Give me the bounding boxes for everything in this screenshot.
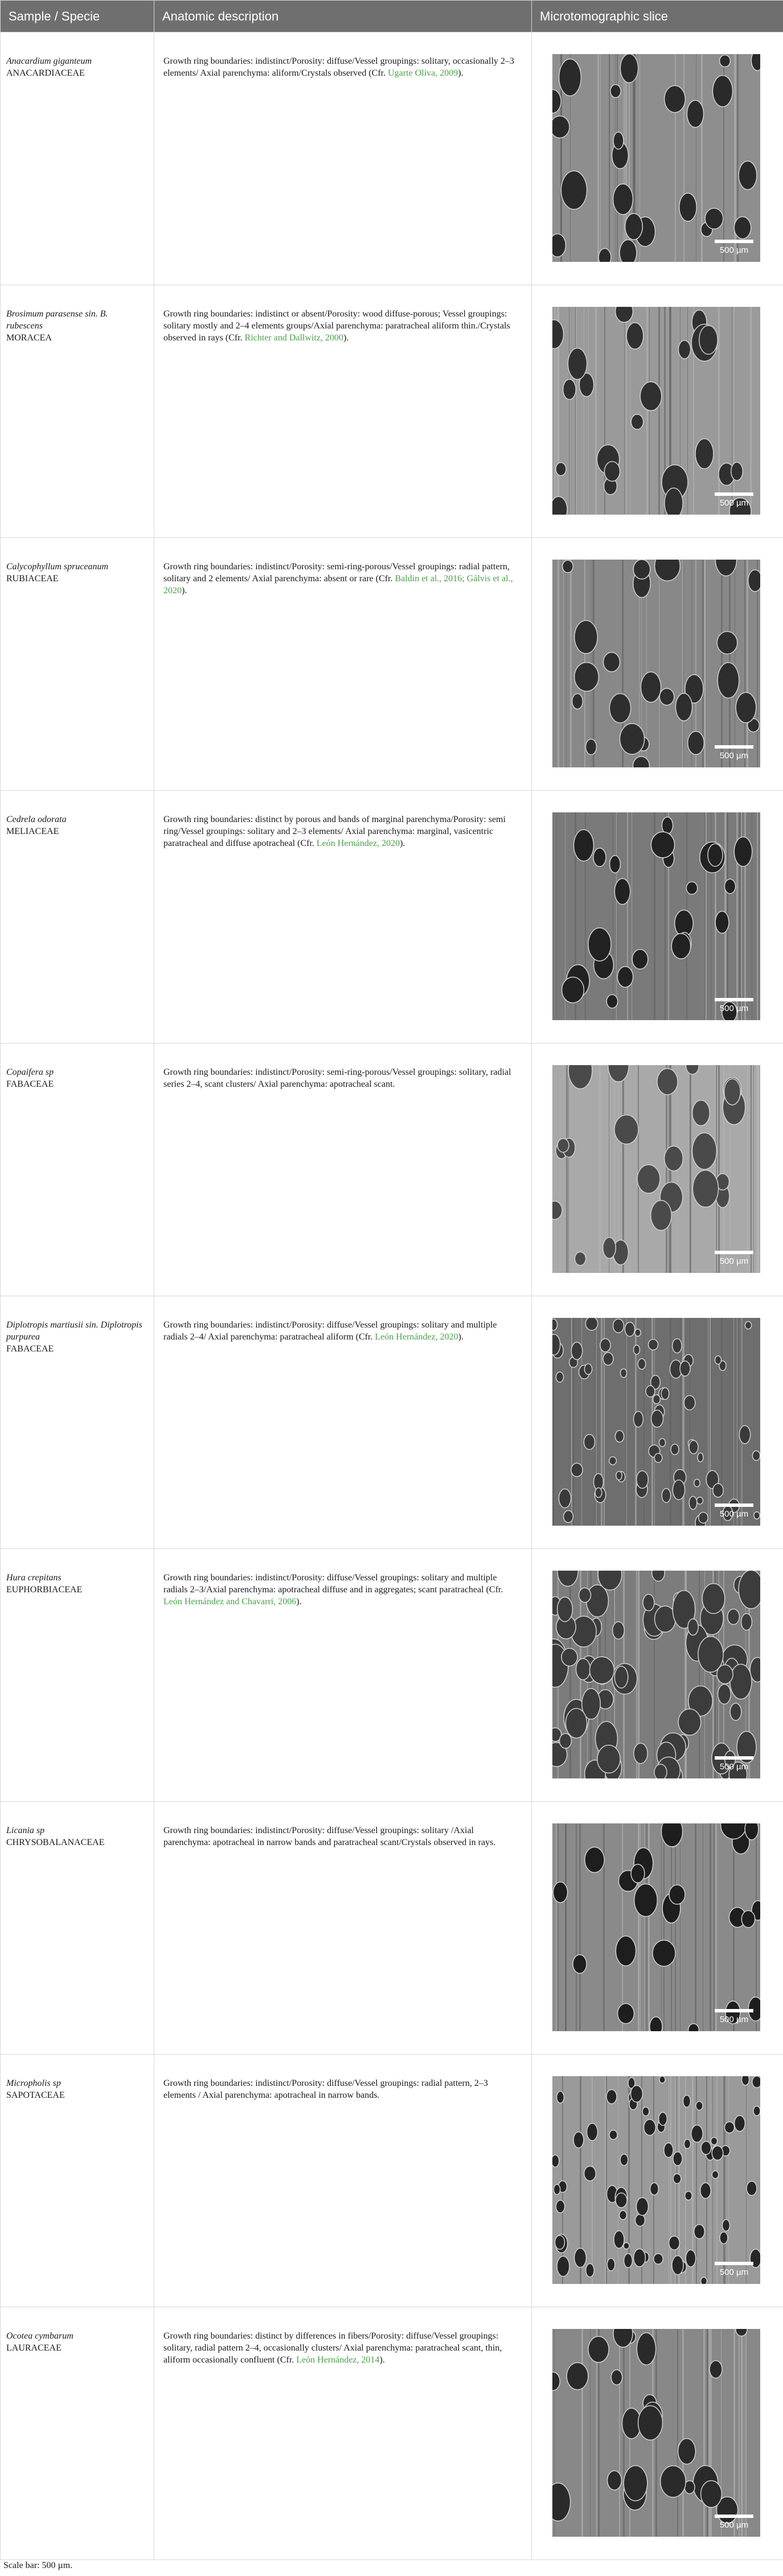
microtomographic-slice-image bbox=[552, 1571, 760, 1778]
slice-texture bbox=[552, 1823, 760, 2031]
scale-bar-label: 500 µm bbox=[719, 245, 749, 255]
description-end: ). bbox=[400, 839, 405, 848]
family-name: EUPHORBIACEAE bbox=[6, 1585, 83, 1595]
sample-cell bbox=[1, 791, 154, 1043]
scale-bar-line bbox=[715, 1251, 753, 1254]
scale-bar-label: 500 µm bbox=[719, 2015, 749, 2024]
scale-bar bbox=[715, 492, 753, 509]
scale-bar-label: 500 µm bbox=[719, 751, 749, 761]
table-row bbox=[1, 538, 783, 791]
scale-bar bbox=[715, 745, 753, 762]
species-name: Anacardium giganteum bbox=[6, 56, 92, 66]
scale-bar bbox=[715, 998, 753, 1014]
scale-bar-line bbox=[715, 1756, 753, 1760]
microtomographic-slice-image bbox=[552, 2329, 760, 2537]
description-end: ). bbox=[458, 1332, 464, 1342]
description-end: ). bbox=[182, 586, 187, 595]
sample-cell bbox=[1, 2307, 154, 2560]
scale-bar-label: 500 µm bbox=[719, 2520, 749, 2530]
family-name: LAURACEAE bbox=[6, 2343, 62, 2353]
slice-cell bbox=[532, 2055, 783, 2307]
description-cell bbox=[154, 1043, 532, 1296]
species-name: Micropholis sp bbox=[6, 2078, 61, 2088]
scale-bar-line bbox=[715, 2515, 753, 2518]
sample-cell bbox=[1, 2055, 154, 2307]
microtomographic-slice-image bbox=[552, 1823, 760, 2031]
sample-cell bbox=[1, 1802, 154, 2055]
scale-bar bbox=[715, 1756, 753, 1773]
scale-bar-line bbox=[715, 998, 753, 1001]
citation-link[interactable]: León Hernández, 2020 bbox=[316, 839, 400, 848]
scale-bar bbox=[715, 240, 753, 256]
slice-cell bbox=[532, 1549, 783, 1802]
family-name: FABACEAE bbox=[6, 1079, 54, 1089]
slice-texture bbox=[552, 1318, 760, 1526]
slice-cell bbox=[532, 1043, 783, 1296]
description-cell bbox=[154, 32, 532, 285]
family-name: SAPOTACEAE bbox=[6, 2090, 65, 2100]
sample-cell bbox=[1, 1296, 154, 1549]
microtomographic-slice-image bbox=[552, 812, 760, 1020]
slice-cell bbox=[532, 32, 783, 285]
species-name: Calycophyllum spruceanum bbox=[6, 562, 109, 572]
description-end: ). bbox=[343, 333, 349, 343]
description-cell bbox=[154, 2055, 532, 2307]
table-row bbox=[1, 1043, 783, 1296]
sample-cell bbox=[1, 32, 154, 285]
description-text: Growth ring boundaries: indistinct/Porosity: diffuse/Vessel groupings: solitary and multiple radials 2–4/ Axial parenchyma: paratracheal aliform (Cfr. bbox=[163, 1320, 497, 1342]
slice-cell bbox=[532, 791, 783, 1043]
microtomographic-slice-image bbox=[552, 54, 760, 262]
scale-bar-line bbox=[715, 1503, 753, 1507]
scale-bar-line bbox=[715, 240, 753, 243]
citation-link[interactable]: Ugarte Oliva, 2009 bbox=[388, 68, 458, 78]
slice-texture bbox=[552, 812, 760, 1020]
header-sample: Sample / Specie bbox=[1, 1, 154, 32]
citation-link[interactable]: León Hernández, 2020 bbox=[375, 1332, 458, 1342]
table-row bbox=[1, 285, 783, 538]
sample-cell bbox=[1, 538, 154, 791]
description-text: Growth ring boundaries: distinct by porous and bands of marginal parenchyma/Porosity: semi ring/Vessel groupings: solitary and 2–3 elements/ Axial parenchyma: marginal, vasicentric paratracheal and diffuse apotracheal (Cfr. bbox=[163, 815, 506, 848]
slice-texture bbox=[552, 1065, 760, 1273]
scale-bar-line bbox=[715, 745, 753, 749]
scale-bar-line bbox=[715, 492, 753, 496]
description-cell bbox=[154, 1549, 532, 1802]
table-row bbox=[1, 2307, 783, 2560]
description-cell bbox=[154, 285, 532, 538]
species-name: Ocotea cymbarum bbox=[6, 2331, 73, 2341]
slice-texture bbox=[552, 307, 760, 515]
table-header-row bbox=[1, 1, 783, 32]
scale-bar-label: 500 µm bbox=[719, 2267, 749, 2277]
description-cell bbox=[154, 538, 532, 791]
description-text: Growth ring boundaries: indistinct/Porosity: diffuse/Vessel groupings: solitary, occasionally 2–3 elements/ Axial parenchyma: aliform/Crystals observed (Cfr. bbox=[163, 56, 514, 78]
table-row bbox=[1, 1296, 783, 1549]
scale-bar-line bbox=[715, 2262, 753, 2265]
family-name: MELIACEAE bbox=[6, 827, 59, 836]
description-cell bbox=[154, 2307, 532, 2560]
scale-bar-label: 500 µm bbox=[719, 1509, 749, 1519]
slice-texture bbox=[552, 1571, 760, 1778]
species-name: Cedrela odorata bbox=[6, 815, 67, 824]
slice-texture bbox=[552, 2076, 760, 2284]
table-row bbox=[1, 2055, 783, 2307]
description-text: Growth ring boundaries: indistinct/Porosity: diffuse/Vessel groupings: radial pattern, 2–3 elements / Axial parenchyma: apotracheal in narrow bands. bbox=[163, 2078, 488, 2100]
slice-texture bbox=[552, 2329, 760, 2537]
microtomographic-slice-image bbox=[552, 560, 760, 767]
description-text: Growth ring boundaries: indistinct/Porosity: semi-ring-porous/Vessel groupings: solitary, radial series 2–4, scant clusters/ Axial parenchyma: apotracheal scant. bbox=[163, 1067, 511, 1089]
scale-bar-line bbox=[715, 2009, 753, 2012]
microtomographic-slice-image bbox=[552, 307, 760, 515]
table-row bbox=[1, 791, 783, 1043]
slice-cell bbox=[532, 538, 783, 791]
species-name: Brosimum parasense sin. B. rubescens bbox=[6, 309, 108, 331]
description-cell bbox=[154, 1802, 532, 2055]
description-end: ). bbox=[379, 2355, 385, 2365]
slice-texture bbox=[552, 560, 760, 767]
family-name: RUBIACEAE bbox=[6, 574, 59, 584]
description-text: Growth ring boundaries: distinct by differences in fibers/Porosity: diffuse/Vessel groupings: solitary, radial pattern 2–4, occasionally clusters/ Axial parenchyma: paratracheal scant, thin, aliform occasionally confluent (Cfr. bbox=[163, 2331, 502, 2365]
citation-link[interactable]: León Hernández and Chavarri, 2006 bbox=[163, 1597, 297, 1607]
species-name: Hura crepitans bbox=[6, 1573, 62, 1583]
scale-bar bbox=[715, 1251, 753, 1267]
sample-cell bbox=[1, 285, 154, 538]
table-footnote: Scale bar: 500 µm. bbox=[3, 2561, 73, 2570]
description-text: Growth ring boundaries: indistinct/Porosity: diffuse/Vessel groupings: solitary and multiple radials 2–3/Axial parenchyma: apotracheal diffuse and in aggregates; scant paratracheal (Cfr. bbox=[163, 1573, 503, 1595]
slice-cell bbox=[532, 285, 783, 538]
scale-bar-label: 500 µm bbox=[719, 498, 749, 508]
sample-cell bbox=[1, 1549, 154, 1802]
family-name: CHRYSOBALANACEAE bbox=[6, 1838, 105, 1847]
table-row bbox=[1, 1549, 783, 1802]
slice-texture bbox=[552, 54, 760, 262]
scale-bar-label: 500 µm bbox=[719, 1256, 749, 1266]
citation-link[interactable]: Richter and Dallwitz, 2000 bbox=[244, 333, 343, 343]
citation-link[interactable]: León Hernández, 2014 bbox=[296, 2355, 380, 2365]
table-row bbox=[1, 1802, 783, 2055]
slice-cell bbox=[532, 1296, 783, 1549]
family-name: FABACEAE bbox=[6, 1344, 54, 1354]
scale-bar bbox=[715, 2515, 753, 2531]
scale-bar bbox=[715, 2009, 753, 2026]
description-cell bbox=[154, 1296, 532, 1549]
slice-cell bbox=[532, 2307, 783, 2560]
microtomographic-slice-image bbox=[552, 1318, 760, 1526]
description-text: Growth ring boundaries: indistinct or absent/Porosity: wood diffuse-porous; Vessel groupings: solitary mostly and 2–4 elements groups/Axial parenchyma: paratracheal aliform thin./Crystals observed in rays (Cfr. bbox=[163, 309, 510, 343]
scale-bar-label: 500 µm bbox=[719, 1004, 749, 1013]
description-text: Growth ring boundaries: indistinct/Porosity: semi-ring-porous/Vessel groupings: radial pattern, solitary and 2 elements/ Axial parenchyma: absent or rare (Cfr. bbox=[163, 562, 510, 584]
sample-cell bbox=[1, 1043, 154, 1296]
scale-bar bbox=[715, 2262, 753, 2278]
species-name: Licania sp bbox=[6, 1826, 45, 1835]
header-description: Anatomic description bbox=[154, 1, 532, 32]
table-row bbox=[1, 32, 783, 285]
citation-link[interactable]: Baldin et al., 2016; Gálvis et al., 2020 bbox=[163, 574, 513, 595]
scale-bar bbox=[715, 1503, 753, 1520]
family-name: MORACEA bbox=[6, 333, 52, 343]
family-name: ANACARDIACEAE bbox=[6, 68, 85, 78]
species-name: Copaifera sp bbox=[6, 1067, 54, 1077]
header-slice: Microtomographic slice bbox=[532, 1, 783, 32]
description-end: ). bbox=[296, 1597, 302, 1607]
species-name: Diplotropis martiusii sin. Diplotropis purpurea bbox=[6, 1320, 142, 1342]
description-end: ). bbox=[458, 68, 464, 78]
microtomographic-slice-image bbox=[552, 1065, 760, 1273]
description-text: Growth ring boundaries: indistinct/Porosity: diffuse/Vessel groupings: solitary /Axial parenchyma: apotracheal in narrow bands and paratracheal scant/Crystals observed in rays. bbox=[163, 1826, 496, 1847]
scale-bar-label: 500 µm bbox=[719, 1762, 749, 1772]
microtomographic-slice-image bbox=[552, 2076, 760, 2284]
slice-cell bbox=[532, 1802, 783, 2055]
description-cell bbox=[154, 791, 532, 1043]
